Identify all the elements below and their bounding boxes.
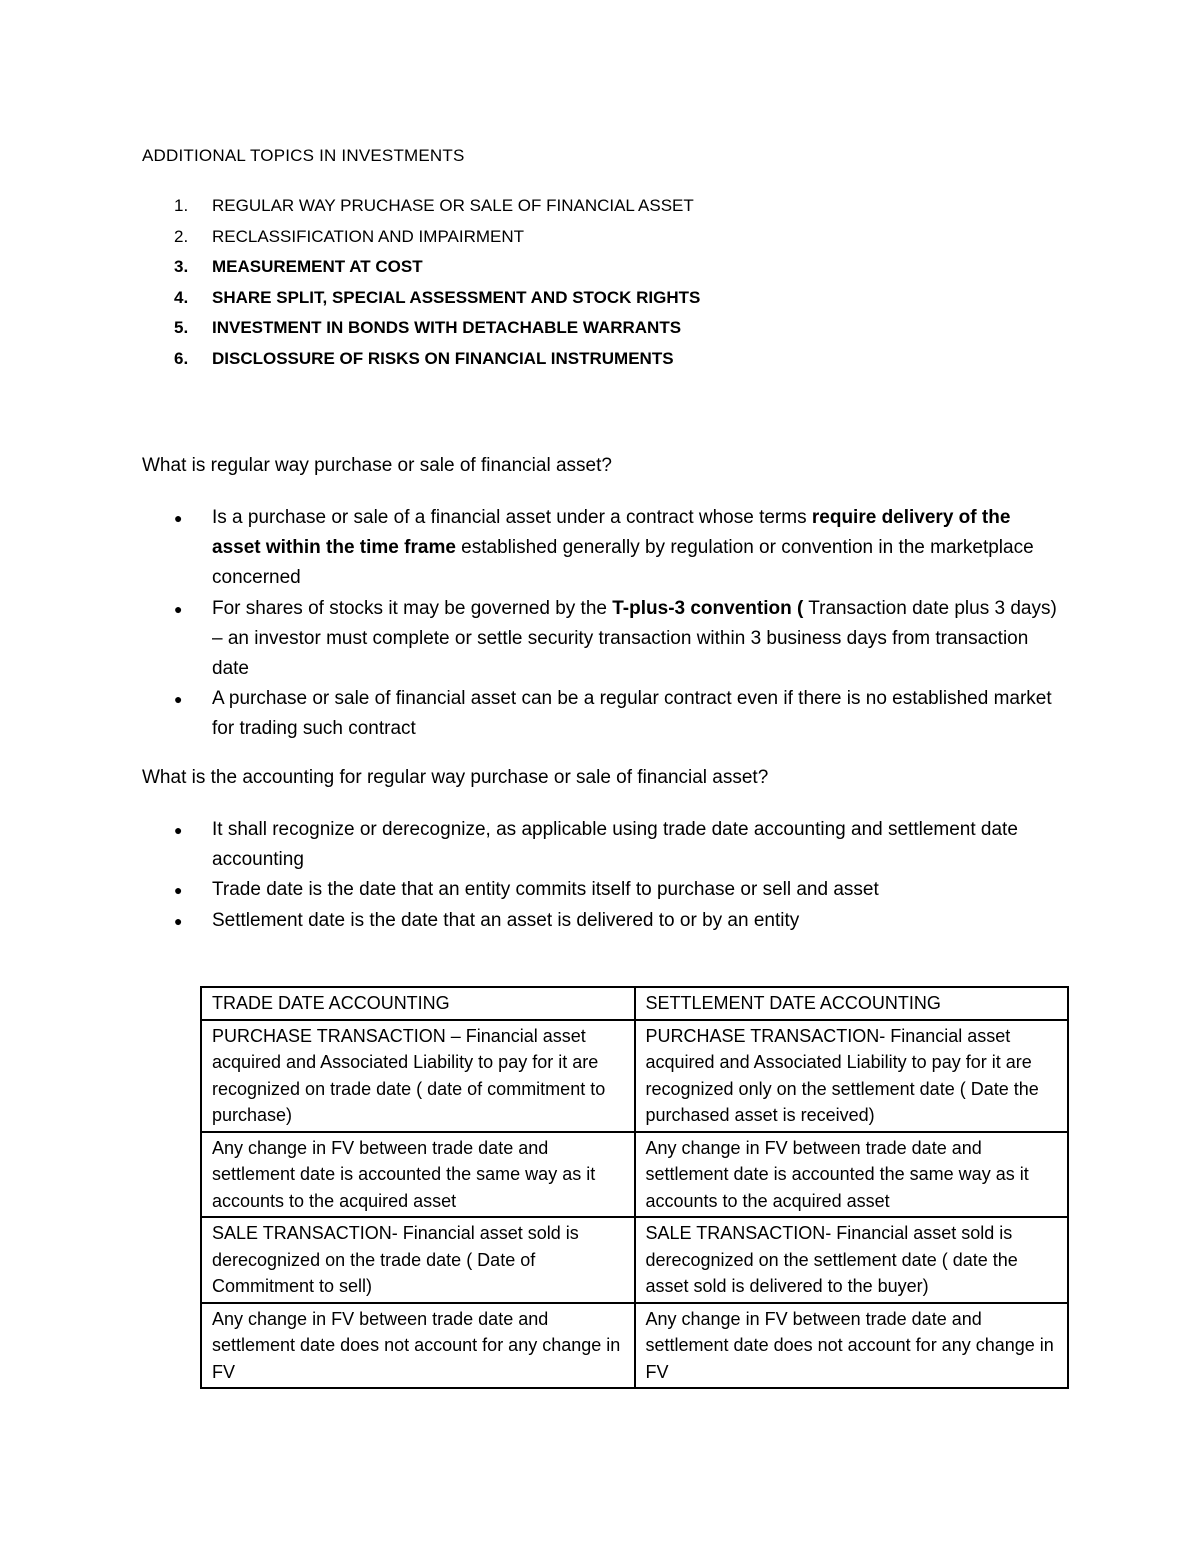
table-cell: PURCHASE TRANSACTION- Financial asset acquired and Associated Liability to pay for it are recognized only on the settlement date ( Date the purchased asset is received): [635, 1020, 1069, 1132]
table-cell: SALE TRANSACTION- Financial asset sold is derecognized on the settlement date ( date the asset sold is delivered to the buyer): [635, 1217, 1069, 1303]
bullet-icon: ●: [174, 882, 183, 899]
bullet-item: [142, 906, 1062, 936]
bullet-icon: ●: [174, 912, 183, 929]
comparison-table: [200, 986, 1069, 1389]
list-number: 6.: [174, 348, 189, 368]
bullet-item: [142, 503, 1062, 594]
list-text: RECLASSIFICATION AND IMPAIRMENT: [212, 226, 525, 246]
document-title: ADDITIONAL TOPICS IN INVESTMENTS: [142, 146, 465, 165]
table-row: [201, 1020, 1068, 1132]
bullet-text-post: Transaction date plus 3 days) – an investor must complete or settle security transaction within 3 business days from transaction date: [212, 597, 1057, 680]
table-cell: SALE TRANSACTION- Financial asset sold is derecognized on the trade date ( Date of Commitment to sell): [201, 1217, 635, 1303]
bullet-icon: ●: [174, 691, 183, 708]
list-number: 5.: [174, 318, 189, 337]
table-row: [201, 1217, 1068, 1303]
bullet-list: [142, 815, 1062, 936]
table-cell: Any change in FV between trade date and settlement date does not account for any change in FV: [201, 1303, 635, 1389]
bullet-text: Trade date is the date that an entity commits itself to purchase or sell and asset: [212, 879, 879, 901]
bullet-icon: ●: [174, 600, 183, 617]
bullet-list: [142, 503, 1062, 745]
table-header-row: [201, 987, 1068, 1020]
table-cell: PURCHASE TRANSACTION – Financial asset acquired and Associated Liability to pay for it are recognized on trade date ( date of commitment to purchase): [201, 1020, 635, 1132]
bullet-icon: ●: [174, 822, 183, 838]
bullet-item: [142, 875, 1062, 905]
list-text: REGULAR WAY PRUCHASE OR SALE OF FINANCIAL ASSET: [212, 196, 694, 215]
bullet-text: Settlement date is the date that an asset is delivered to or by an entity: [212, 909, 800, 931]
section-question: What is regular way purchase or sale of financial asset?: [142, 455, 612, 476]
list-number: 4.: [174, 287, 189, 307]
table-row: [201, 1132, 1068, 1218]
bullet-item: [142, 815, 1062, 875]
bullet-text-post: established generally by regulation or convention in the marketplace concerned: [212, 537, 1034, 589]
table-cell: Any change in FV between trade date and settlement date is accounted the same way as it accounts to the acquired asset: [635, 1132, 1069, 1218]
table-header-cell: TRADE DATE ACCOUNTING: [201, 987, 635, 1020]
list-text: DISCLOSSURE OF RISKS ON FINANCIAL INSTRUMENTS: [212, 348, 674, 368]
list-text: MEASUREMENT AT COST: [212, 257, 423, 276]
bullet-text: It shall recognize or derecognize, as applicable using trade date accounting and settlement date accounting: [212, 819, 1018, 871]
list-number: 3.: [174, 257, 189, 276]
table-header-cell: SETTLEMENT DATE ACCOUNTING: [635, 987, 1069, 1020]
bullet-text-pre: Is a purchase or sale of a financial asset under a contract whose terms: [212, 507, 812, 528]
bullet-text-bold: T-plus-3 convention (: [612, 597, 804, 619]
list-text: SHARE SPLIT, SPECIAL ASSESSMENT AND STOCK RIGHTS: [212, 287, 701, 307]
list-number: 2.: [174, 226, 189, 246]
bullet-icon: ●: [174, 510, 183, 526]
section-question: What is the accounting for regular way purchase or sale of financial asset?: [142, 767, 769, 788]
bullet-text-bold: require delivery of the asset within the time frame: [212, 507, 1011, 559]
table-cell: Any change in FV between trade date and settlement date is accounted the same way as it accounts to the acquired asset: [201, 1132, 635, 1218]
bullet-item: [142, 684, 1062, 744]
bullet-text-pre: For shares of stocks it may be governed by the: [212, 597, 613, 619]
list-text: INVESTMENT IN BONDS WITH DETACHABLE WARRANTS: [212, 318, 682, 337]
list-number: 1.: [174, 196, 189, 215]
bullet-text: A purchase or sale of financial asset can be a regular contract even if there is no established market for trading such contract: [212, 688, 1052, 740]
table-cell: Any change in FV between trade date and settlement date does not account for any change in FV: [635, 1303, 1069, 1389]
table-row: [201, 1303, 1068, 1389]
bullet-item: [142, 594, 1062, 685]
